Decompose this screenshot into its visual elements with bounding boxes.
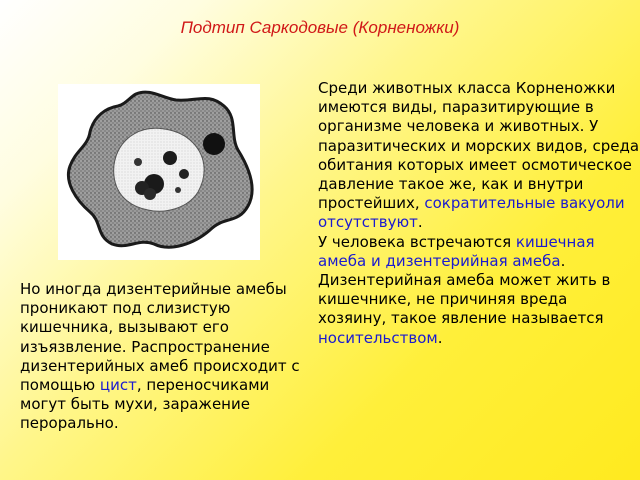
highlight-vacuoles: сократительные вакуоли отсутствуют: [318, 194, 625, 232]
food-vacuole: [134, 158, 142, 166]
amoeba-illustration: [58, 84, 260, 260]
text-span: .: [437, 328, 443, 347]
endoplasm: [114, 128, 204, 211]
paragraph-dysentery: [20, 280, 316, 434]
text-span: Но иногда дизентерийные амебы проникают под слизистую кишечника, вызывают его изъязвление. Распространение дизентерийных амеб происходит с помощью: [20, 280, 300, 395]
text-span: Среди животных класса Корненожки имеются виды, паразитирующие в организме человека и животных. У паразитических и морских видов, среда обитания которых имеет осмотическое давление такое же, как и внутри простейших,: [318, 79, 640, 213]
paragraph-human-amoebas: [318, 233, 640, 348]
food-vacuole: [179, 169, 189, 179]
text-span: .: [417, 213, 423, 232]
highlight-amoebas: кишечная амеба и дизентерийная амеба: [318, 232, 595, 270]
text-span: У человека встречаются: [318, 232, 512, 251]
highlight-carrier: носительством: [318, 328, 438, 347]
highlight-cysts: цист: [99, 376, 137, 395]
food-vacuole: [163, 151, 177, 165]
paragraph-parasites: [318, 79, 640, 233]
food-vacuole: [175, 187, 181, 193]
left-text-block: [20, 280, 316, 434]
food-vacuole: [144, 188, 156, 200]
right-text-block: [318, 79, 640, 348]
text-span: . Дизентерийная амеба может жить в кишечнике, не причиняя вреда хозяину, такое явление называется: [318, 251, 611, 328]
text-span: , переносчиками могут быть мухи, заражение перорально.: [20, 376, 270, 433]
slide-title: Подтип Саркодовые (Корненожки): [180, 18, 460, 37]
nucleus: [203, 133, 225, 155]
